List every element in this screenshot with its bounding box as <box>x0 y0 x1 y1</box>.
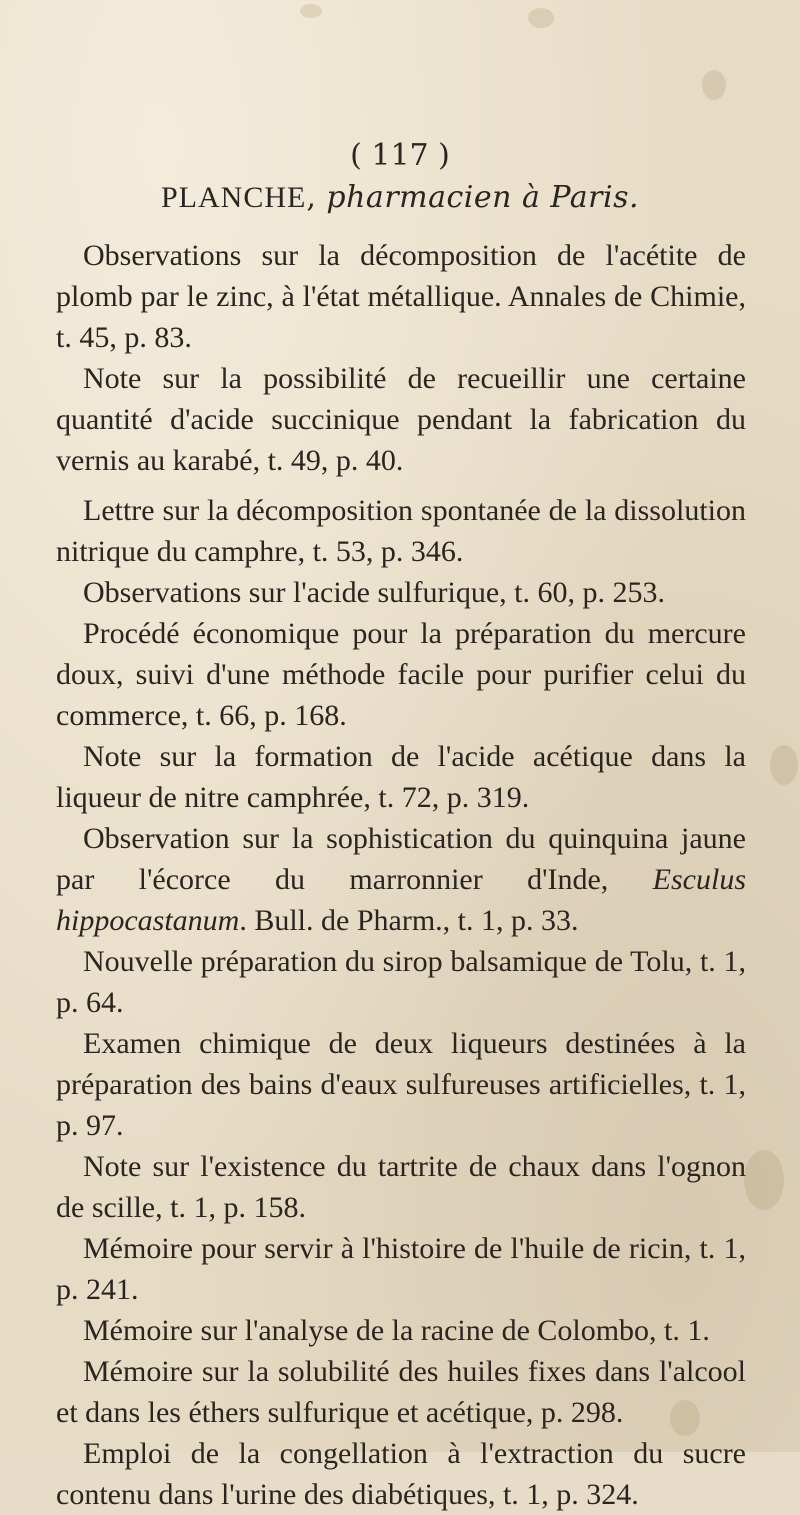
bibliography-entry: Note sur l'existence du tartrite de chaux dans l'ognon de scille, t. 1, p. 158. <box>56 1150 746 1224</box>
paper-stain <box>702 70 726 100</box>
bibliography-list <box>56 235 746 1515</box>
entry-text: . Bull. de Pharm., t. 1, p. 33. <box>239 904 579 937</box>
bibliography-entry: Nouvelle préparation du sirop balsamique de Tolu, t. 1, p. 64. <box>56 945 746 1019</box>
bibliography-entry: Mémoire sur l'analyse de la racine de Colombo, t. 1. <box>83 1314 710 1347</box>
bibliography-entry: Procédé économique pour la préparation du mercure doux, suivi d'une méthode facile pour purifier celui du commerce, t. 66, p. 168. <box>56 617 746 732</box>
paper-stain <box>528 8 554 28</box>
bibliography-entry: Observations sur la décomposition de l'acétite de plomb par le zinc, à l'état métallique. Annales de Chimie, t. 45, p. 83. <box>56 239 746 354</box>
entry-text: Observation sur la sophistication du quinquina jaune par l'écorce du marronnier d'Inde, <box>56 822 746 896</box>
author-heading <box>0 180 800 215</box>
bibliography-entry: Examen chimique de deux liqueurs destinées à la préparation des bains d'eaux sulfureuses artificielles, t. 1, p. 97. <box>56 1027 746 1142</box>
author-separator: , <box>306 180 327 215</box>
bibliography-entry: Mémoire pour servir à l'histoire de l'huile de ricin, t. 1, p. 241. <box>56 1232 746 1306</box>
bibliography-entry <box>56 818 746 941</box>
author-occupation: pharmacien à Paris. <box>326 180 640 215</box>
author-name: PLANCHE <box>160 181 307 214</box>
bibliography-entry: Lettre sur la décomposition spontanée de la dissolution nitrique du camphre, t. 53, p. 346. <box>56 494 746 568</box>
paper-stain <box>300 4 322 18</box>
species-name: Esculus hippocastanum <box>56 863 746 937</box>
paper-stain <box>744 1150 784 1210</box>
bibliography-entry: Mémoire sur la solubilité des huiles fixes dans l'alcool et dans les éthers sulfurique et acétique, p. 298. <box>56 1355 746 1429</box>
bibliography-entry: Observations sur l'acide sulfurique, t. 60, p. 253. <box>83 576 665 609</box>
page-number: ( 117 ) <box>350 138 450 173</box>
bibliography-entry: Emploi de la congellation à l'extraction du sucre contenu dans l'urine des diabétiques, t. 1, p. 324. <box>56 1437 746 1511</box>
bibliography-entry: Note sur la formation de l'acide acétique dans la liqueur de nitre camphrée, t. 72, p. 319. <box>56 740 746 814</box>
paper-stain <box>770 745 798 785</box>
bibliography-entry: Note sur la possibilité de recueillir une certaine quantité d'acide succinique pendant la fabrication du vernis au karabé, t. 49, p. 40. <box>56 362 746 477</box>
